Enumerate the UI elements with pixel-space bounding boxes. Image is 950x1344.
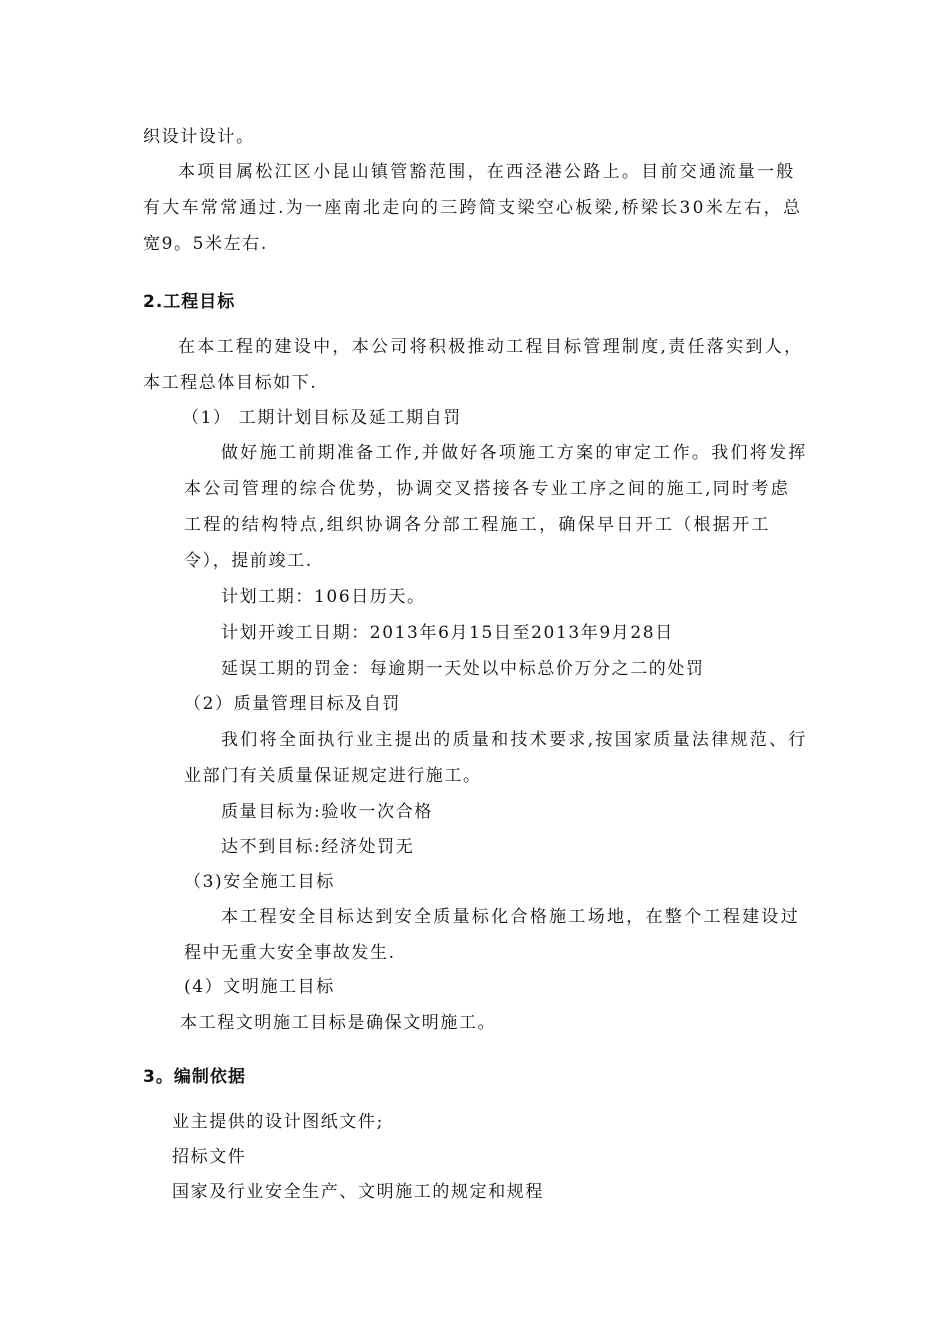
planned-dates: 计划开竣工日期：2013年6月15日至2013年9月28日 <box>221 623 674 643</box>
paragraph-line: 本工程安全目标达到安全质量标化合格施工场地，在整个工程建设过 <box>221 907 800 927</box>
item-title-safety: （3)安全施工目标 <box>184 872 335 892</box>
paragraph-line: 做好施工前期准备工作,并做好各项施工方案的审定工作。我们将发挥 <box>221 443 808 463</box>
paragraph-line: 工程的结构特点,组织协调各分部工程施工，确保早日开工（根据开工 <box>184 515 771 535</box>
paragraph-line: 我们将全面执行业主提出的质量和技术要求,按国家质量法律规范、行 <box>221 730 808 750</box>
paragraph-line: 织设计设计。 <box>143 127 255 147</box>
item-title-quality: （2）质量管理目标及自罚 <box>184 694 402 714</box>
paragraph-line: 宽9。5米左右. <box>143 234 268 254</box>
section-heading-goals: 2.工程目标 <box>143 292 236 312</box>
delay-penalty: 延误工期的罚金：每逾期一天处以中标总价万分之二的处罚 <box>221 659 705 679</box>
paragraph-line: 业部门有关质量保证规定进行施工。 <box>184 766 482 786</box>
paragraph-line: 本工程文明施工目标是确保文明施工。 <box>180 1013 497 1033</box>
quality-penalty: 达不到目标:经济处罚无 <box>221 837 415 857</box>
paragraph-line: 在本工程的建设中，本公司将积极推动工程目标管理制度,责任落实到人， <box>178 337 804 357</box>
list-item: 业主提供的设计图纸文件; <box>172 1112 384 1132</box>
list-item: 国家及行业安全生产、文明施工的规定和规程 <box>172 1182 544 1202</box>
item-title-civilized: (4）文明施工目标 <box>184 977 335 997</box>
paragraph-line: 本项目属松江区小昆山镇管豁范围，在西泾港公路上。目前交通流量一般 <box>178 162 796 182</box>
paragraph-line: 有大车常常通过.为一座南北走向的三跨简支梁空心板梁,桥梁长30米左右，总 <box>143 198 803 218</box>
section-heading-basis: 3。编制依据 <box>143 1067 246 1087</box>
paragraph-line: 本公司管理的综合优势，协调交叉搭接各专业工序之间的施工,同时考虑 <box>184 479 791 499</box>
paragraph-line: 程中无重大安全事故发生. <box>184 943 396 963</box>
quality-goal: 质量目标为:验收一次合格 <box>221 802 433 822</box>
paragraph-line: 令），提前竣工. <box>184 551 313 571</box>
list-item: 招标文件 <box>172 1147 247 1167</box>
paragraph-line: 本工程总体目标如下. <box>143 373 318 393</box>
planned-duration: 计划工期：106日历天。 <box>221 587 426 607</box>
item-title-schedule: （1） 工期计划目标及延工期自罚 <box>182 408 462 428</box>
